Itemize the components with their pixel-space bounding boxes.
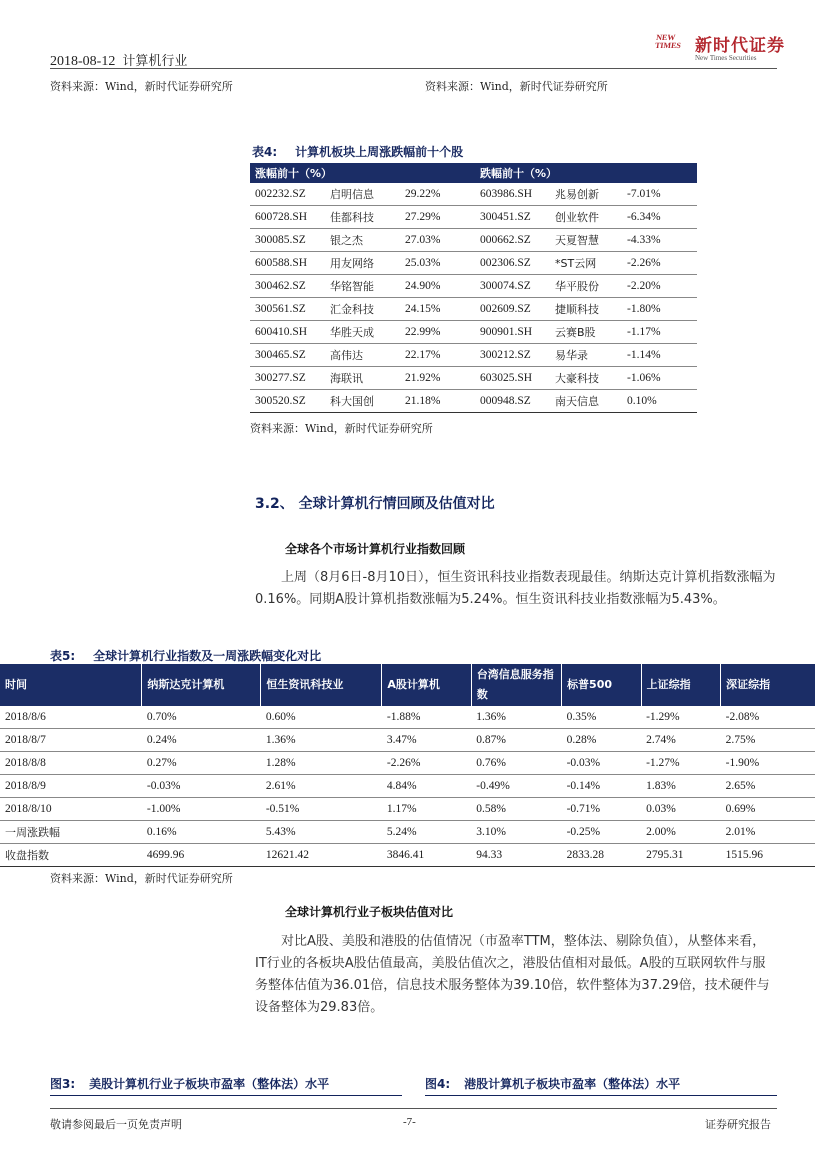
table5-cell-shanghai: 0.03% (641, 798, 721, 821)
table5-row (0, 775, 815, 798)
table5-caption-num: 表5: (50, 649, 76, 663)
paragraph-valuation: 对比A股、美股和港股的估值情况（市盈率TTM，整体法、剔除负值），从整体来看，IT行业的各板块A股估值最高，美股估值次之，港股估值相对最低。A股的互联网软件与服务整体估值为36.01倍，信息技术服务整体为39.10倍，软件整体为37.29倍，技术硬件与设备整体为29.83倍。 (255, 934, 770, 1015)
header-industry: 计算机行业 (122, 54, 188, 69)
table5-cell-time: 2018/8/7 (0, 729, 142, 752)
table4-cell-loss-name: 兆易创新 (550, 183, 622, 206)
table5-header-a-share: A股计算机 (382, 664, 471, 706)
table4-cell-loss-pct: -6.34% (622, 206, 697, 229)
table5-header-taiwan: 台湾信息服务指数 (471, 664, 561, 706)
table5-cell-hsit: 2.61% (261, 775, 382, 798)
table5-cell-time: 2018/8/8 (0, 752, 142, 775)
table5-row (0, 752, 815, 775)
table5-cell-sp500: -0.25% (562, 821, 642, 844)
table5-cell-shanghai: -1.29% (641, 706, 721, 729)
header-date-industry (50, 50, 187, 70)
table5-cell-hsit: 0.60% (261, 706, 382, 729)
table4-cell-loss-pct: -7.01% (622, 183, 697, 206)
table5-cell-time: 2018/8/10 (0, 798, 142, 821)
table5-cell-shanghai: 2795.31 (641, 844, 721, 867)
table5-header-row (0, 664, 815, 706)
table4-cell-loss-name: 云赛B股 (550, 321, 622, 344)
figure4-caption-text: 港股计算机子板块市盈率（整体法）水平 (464, 1077, 681, 1091)
table4-row (250, 298, 697, 321)
table5-header-nasdaq: 纳斯达克计算机 (142, 664, 261, 706)
table4-cell-gain-code: 300277.SZ (250, 367, 325, 390)
table4-cell-gain-name: 用友网络 (325, 252, 400, 275)
table5-cell-shanghai: 2.74% (641, 729, 721, 752)
table4-row (250, 183, 697, 206)
section-title: 3.2、 全球计算机行情回顾及估值对比 (255, 496, 495, 512)
table5-cell-nasdaq: 0.24% (142, 729, 261, 752)
table4-row (250, 252, 697, 275)
table5-cell-a-share: 5.24% (382, 821, 471, 844)
table4-cell-loss-pct: -1.06% (622, 367, 697, 390)
table5-cell-nasdaq: 4699.96 (142, 844, 261, 867)
table4-row (250, 275, 697, 298)
table5-cell-taiwan: 0.76% (471, 752, 561, 775)
table5-header-shanghai: 上证综指 (641, 664, 721, 706)
table5-cell-shenzhen: -1.90% (721, 752, 815, 775)
table4-cell-gain-pct: 24.15% (400, 298, 475, 321)
table4-caption-num: 表4: (252, 145, 278, 159)
subsection-title-valuation: 全球计算机行业子板块估值对比 (285, 905, 454, 919)
table4-cell-gain-name: 海联讯 (325, 367, 400, 390)
table5-cell-hsit: 1.36% (261, 729, 382, 752)
table4-cell-gain-pct: 22.17% (400, 344, 475, 367)
table5-cell-a-share: 3.47% (382, 729, 471, 752)
table4-cell-gain-name: 佳都科技 (325, 206, 400, 229)
footer-divider (50, 1108, 777, 1109)
table5-cell-hsit: -0.51% (261, 798, 382, 821)
table4 (250, 163, 697, 413)
table5-cell-nasdaq: 0.70% (142, 706, 261, 729)
table5-cell-nasdaq: -0.03% (142, 775, 261, 798)
header-date: 2018-08-12 (50, 54, 116, 69)
table4-cell-gain-pct: 21.92% (400, 367, 475, 390)
table4-cell-loss-pct: 0.10% (622, 390, 697, 413)
table5-source: 资料来源：Wind，新时代证券研究所 (50, 872, 233, 885)
table4-cell-gain-code: 300085.SZ (250, 229, 325, 252)
table5-header-hsit: 恒生资讯科技业 (261, 664, 382, 706)
figure3-rule (50, 1095, 402, 1096)
table4-cell-loss-pct: -4.33% (622, 229, 697, 252)
paragraph-index-review: 上周（8月6日-8月10日），恒生资讯科技业指数表现最佳。纳斯达克计算机指数涨幅为0.16%。同期A股计算机指数涨幅为5.24%。恒生资讯科技业指数涨幅为5.43%。 (255, 570, 776, 607)
logo-mark: NEW TIMES (654, 33, 682, 50)
table5-cell-hsit: 5.43% (261, 821, 382, 844)
table4-cell-gain-name: 银之杰 (325, 229, 400, 252)
subsection-title-index-review: 全球各个市场计算机行业指数回顾 (285, 542, 466, 556)
table4-cell-gain-pct: 21.18% (400, 390, 475, 413)
table5-cell-nasdaq: 0.27% (142, 752, 261, 775)
table5-cell-taiwan: 94.33 (471, 844, 561, 867)
table5-header-shenzhen: 深证综指 (721, 664, 815, 706)
table4-cell-gain-code: 300462.SZ (250, 275, 325, 298)
table5-cell-shenzhen: 2.75% (721, 729, 815, 752)
table4-cell-loss-code: 000948.SZ (475, 390, 550, 413)
table4-caption-text: 计算机板块上周涨跌幅前十个股 (295, 145, 464, 159)
table4-header-gainers: 涨幅前十（%） (250, 163, 475, 183)
table5-cell-shenzhen: 1515.96 (721, 844, 815, 867)
table4-cell-gain-name: 华铭智能 (325, 275, 400, 298)
table5-cell-taiwan: -0.49% (471, 775, 561, 798)
table4-cell-gain-pct: 27.29% (400, 206, 475, 229)
table5-header-sp500: 标普500 (562, 664, 642, 706)
table5-cell-sp500: -0.14% (562, 775, 642, 798)
table5-cell-hsit: 1.28% (261, 752, 382, 775)
table4-cell-gain-code: 300520.SZ (250, 390, 325, 413)
table5-cell-time: 一周涨跌幅 (0, 821, 142, 844)
table4-cell-gain-name: 汇金科技 (325, 298, 400, 321)
table5-cell-a-share: 4.84% (382, 775, 471, 798)
table5-cell-a-share: 3846.41 (382, 844, 471, 867)
table4-cell-loss-name: 天夏智慧 (550, 229, 622, 252)
table5-cell-taiwan: 1.36% (471, 706, 561, 729)
table4-cell-loss-code: 900901.SH (475, 321, 550, 344)
table4-cell-gain-pct: 25.03% (400, 252, 475, 275)
table4-header-row (250, 163, 697, 183)
table4-header-losers: 跌幅前十（%） (475, 163, 697, 183)
table4-row (250, 390, 697, 413)
table4-cell-loss-name: *ST云网 (550, 252, 622, 275)
figure4-caption-num: 图4: (425, 1077, 451, 1091)
table4-caption (252, 143, 463, 160)
table4-row (250, 229, 697, 252)
logo-subtitle: New Times Securities (695, 54, 757, 62)
table4-cell-gain-code: 300561.SZ (250, 298, 325, 321)
table4-row (250, 344, 697, 367)
source-note-right: 资料来源：Wind，新时代证券研究所 (425, 80, 608, 93)
table4-cell-loss-code: 300212.SZ (475, 344, 550, 367)
table5-cell-shanghai: 2.00% (641, 821, 721, 844)
table4-cell-gain-code: 600588.SH (250, 252, 325, 275)
table5-cell-shanghai: 1.83% (641, 775, 721, 798)
table5-cell-nasdaq: -1.00% (142, 798, 261, 821)
table5-cell-sp500: 0.28% (562, 729, 642, 752)
table4-cell-loss-code: 002306.SZ (475, 252, 550, 275)
figure3-caption-num: 图3: (50, 1077, 76, 1091)
table4-cell-loss-name: 华平股份 (550, 275, 622, 298)
table5-cell-sp500: -0.71% (562, 798, 642, 821)
table5-cell-a-share: -2.26% (382, 752, 471, 775)
table5-row (0, 706, 815, 729)
table4-cell-loss-code: 002609.SZ (475, 298, 550, 321)
table4-row (250, 321, 697, 344)
footer-disclaimer: 敬请参阅最后一页免责声明 (50, 1118, 182, 1131)
table4-cell-gain-code: 600728.SH (250, 206, 325, 229)
table4-cell-gain-pct: 24.90% (400, 275, 475, 298)
table4-cell-loss-name: 易华录 (550, 344, 622, 367)
table4-cell-loss-name: 大豪科技 (550, 367, 622, 390)
table5-cell-time: 收盘指数 (0, 844, 142, 867)
table5-row (0, 798, 815, 821)
table5 (0, 664, 815, 867)
table4-cell-loss-pct: -2.20% (622, 275, 697, 298)
table4-cell-gain-name: 华胜天成 (325, 321, 400, 344)
logo-text: 新时代证券 (695, 36, 785, 56)
footer-report-type: 证券研究报告 (705, 1118, 771, 1131)
table5-cell-time: 2018/8/6 (0, 706, 142, 729)
table5-header-time: 时间 (0, 664, 142, 706)
figure3-caption (50, 1075, 329, 1092)
table4-cell-loss-code: 603986.SH (475, 183, 550, 206)
table4-cell-gain-name: 启明信息 (325, 183, 400, 206)
table4-cell-loss-name: 创业软件 (550, 206, 622, 229)
table4-cell-loss-code: 000662.SZ (475, 229, 550, 252)
table4-cell-loss-code: 300451.SZ (475, 206, 550, 229)
table4-source: 资料来源：Wind，新时代证券研究所 (250, 422, 433, 435)
table5-cell-sp500: 2833.28 (562, 844, 642, 867)
table4-cell-loss-code: 603025.SH (475, 367, 550, 390)
table4-cell-loss-pct: -2.26% (622, 252, 697, 275)
table4-cell-loss-name: 捷顺科技 (550, 298, 622, 321)
table4-cell-loss-code: 300074.SZ (475, 275, 550, 298)
figure4-rule (425, 1095, 777, 1096)
table4-cell-gain-pct: 29.22% (400, 183, 475, 206)
table5-cell-a-share: 1.17% (382, 798, 471, 821)
table5-cell-shenzhen: 2.01% (721, 821, 815, 844)
source-note-left: 资料来源：Wind，新时代证券研究所 (50, 80, 233, 93)
table5-cell-hsit: 12621.42 (261, 844, 382, 867)
table4-row (250, 367, 697, 390)
table5-cell-taiwan: 0.58% (471, 798, 561, 821)
footer-page-number: -7- (403, 1116, 416, 1128)
table5-cell-shenzhen: 0.69% (721, 798, 815, 821)
table4-cell-gain-name: 高伟达 (325, 344, 400, 367)
table4-cell-loss-pct: -1.80% (622, 298, 697, 321)
table4-cell-loss-pct: -1.17% (622, 321, 697, 344)
table4-row (250, 206, 697, 229)
table4-cell-gain-code: 300465.SZ (250, 344, 325, 367)
table5-cell-shenzhen: 2.65% (721, 775, 815, 798)
table4-cell-gain-pct: 27.03% (400, 229, 475, 252)
table4-cell-gain-code: 002232.SZ (250, 183, 325, 206)
table5-cell-taiwan: 0.87% (471, 729, 561, 752)
table5-cell-shanghai: -1.27% (641, 752, 721, 775)
table4-cell-gain-pct: 22.99% (400, 321, 475, 344)
figure3-caption-text: 美股计算机行业子板块市盈率（整体法）水平 (89, 1077, 330, 1091)
table5-cell-nasdaq: 0.16% (142, 821, 261, 844)
table5-cell-a-share: -1.88% (382, 706, 471, 729)
table5-cell-shenzhen: -2.08% (721, 706, 815, 729)
table5-caption-text: 全球计算机行业指数及一周涨跌幅变化对比 (93, 649, 322, 663)
header-divider (50, 68, 777, 69)
table4-cell-gain-name: 科大国创 (325, 390, 400, 413)
table5-caption (50, 647, 321, 664)
table5-cell-taiwan: 3.10% (471, 821, 561, 844)
table5-cell-sp500: 0.35% (562, 706, 642, 729)
table4-cell-loss-name: 南天信息 (550, 390, 622, 413)
table5-row (0, 729, 815, 752)
table5-row (0, 844, 815, 867)
table4-cell-gain-code: 600410.SH (250, 321, 325, 344)
table5-cell-sp500: -0.03% (562, 752, 642, 775)
table5-cell-time: 2018/8/9 (0, 775, 142, 798)
table4-cell-loss-pct: -1.14% (622, 344, 697, 367)
table5-row (0, 821, 815, 844)
figure4-caption (425, 1075, 680, 1092)
